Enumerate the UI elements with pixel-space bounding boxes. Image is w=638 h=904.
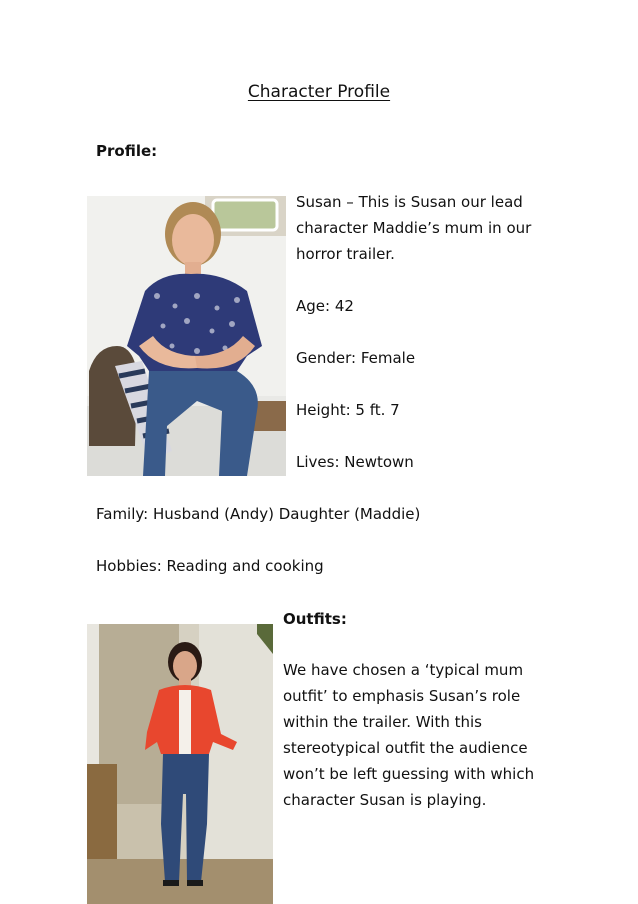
- intro-line: horror trailer.: [296, 245, 395, 263]
- susan-seated-photo: [87, 196, 286, 476]
- lives-text: Lives: Newtown: [296, 453, 414, 471]
- outfit-line: outfit’ to emphasis Susan’s role: [283, 687, 521, 705]
- outfits-heading: Outfits:: [283, 610, 347, 628]
- family-text: Family: Husband (Andy) Daughter (Maddie): [96, 505, 421, 523]
- intro-paragraph: [296, 189, 546, 267]
- page-title: Character Profile: [247, 82, 391, 102]
- age-text: Age: 42: [296, 297, 354, 315]
- profile-heading: Profile:: [96, 142, 158, 160]
- outfit-line: won’t be left guessing with which: [283, 765, 535, 783]
- hobbies-text: Hobbies: Reading and cooking: [96, 557, 324, 575]
- outfit-line: character Susan is playing.: [283, 791, 487, 809]
- outfits-paragraph: [283, 657, 543, 813]
- intro-line: character Maddie’s mum in our: [296, 219, 532, 237]
- intro-line: Susan – This is Susan our lead: [296, 193, 523, 211]
- outfit-line: stereotypical outfit the audience: [283, 739, 528, 757]
- height-text: Height: 5 ft. 7: [296, 401, 400, 419]
- outfit-line: We have chosen a ‘typical mum: [283, 661, 524, 679]
- outfit-line: within the trailer. With this: [283, 713, 482, 731]
- gender-text: Gender: Female: [296, 349, 416, 367]
- outfit-photo: [87, 624, 273, 904]
